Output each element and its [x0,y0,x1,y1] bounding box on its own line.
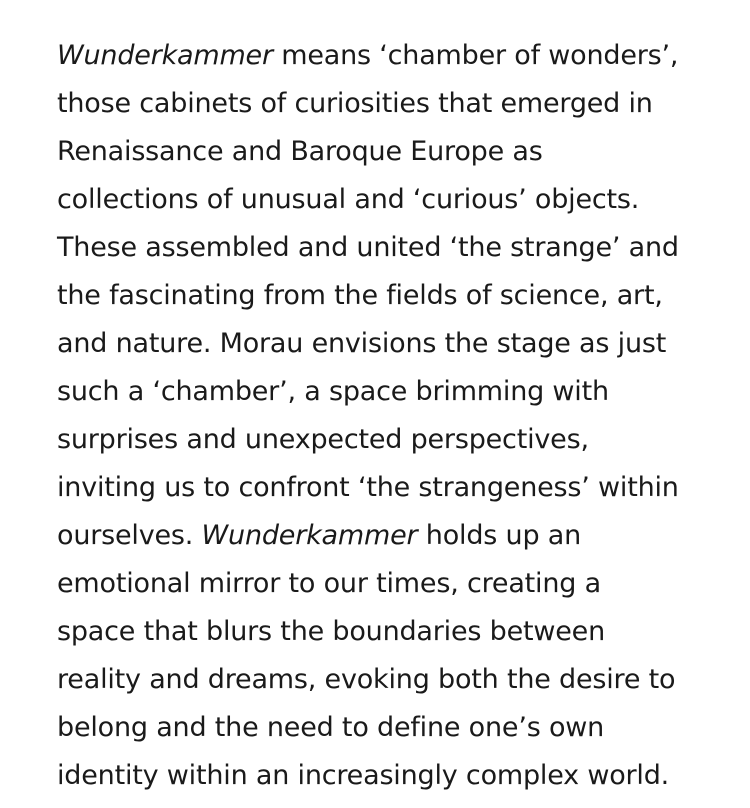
body-text: the fascinating from the fields of science, art, [57,280,663,311]
body-text: reality and dreams, evoking both the desire to [57,664,676,695]
italic-title-text: Wunderkammer [201,520,418,551]
text-line [57,608,717,656]
text-line [57,464,717,512]
body-text: means ‘chamber of wonders’, [272,40,679,71]
text-line [57,656,717,704]
text-line [57,512,717,560]
text-line [57,560,717,608]
text-line [57,752,717,800]
text-line [57,80,717,128]
text-line [57,128,717,176]
body-text: surprises and unexpected perspectives, [57,424,589,455]
body-text: ourselves. [57,520,202,551]
text-line [57,704,717,752]
body-text: identity within an increasingly complex world. [57,760,670,791]
body-text: Renaissance and Baroque Europe as [57,136,543,167]
body-text: space that blurs the boundaries between [57,616,605,647]
body-text: and nature. Morau envisions the stage as just [57,328,667,359]
text-line [57,320,717,368]
text-line [57,32,717,80]
body-text: inviting us to confront ‘the strangeness’ within [57,472,679,503]
article-paragraph [57,32,717,800]
text-line [57,416,717,464]
body-text: These assembled and united ‘the strange’ and [57,232,679,263]
body-text: holds up an [417,520,582,551]
text-line [57,224,717,272]
text-line [57,368,717,416]
text-line [57,176,717,224]
body-text: belong and the need to define one’s own [57,712,605,743]
body-text: those cabinets of curiosities that emerged in [57,88,653,119]
italic-title-text: Wunderkammer [57,40,273,71]
body-text: collections of unusual and ‘curious’ objects. [57,184,640,215]
body-text: emotional mirror to our times, creating a [57,568,601,599]
text-line [57,272,717,320]
body-text: such a ‘chamber’, a space brimming with [57,376,609,407]
